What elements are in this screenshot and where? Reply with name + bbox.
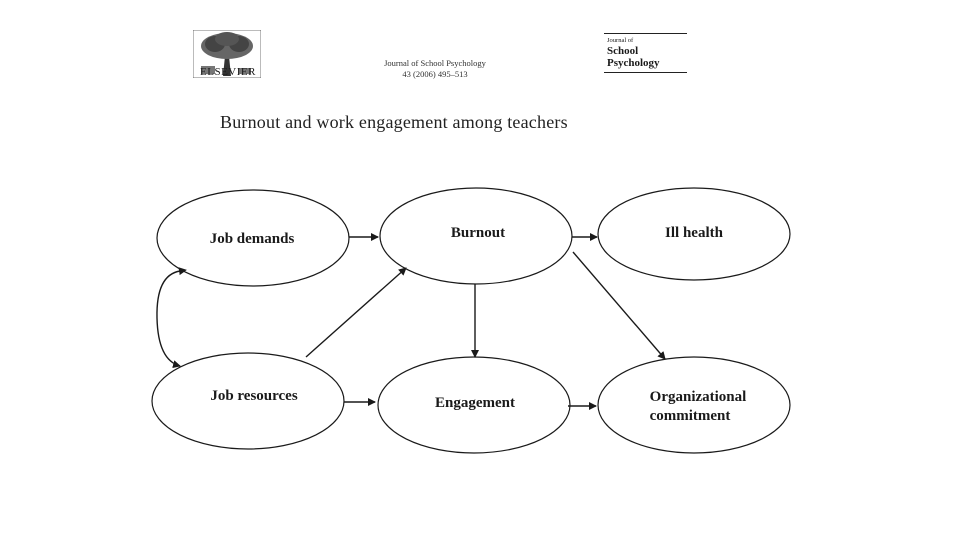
label-job-resources: Job resources bbox=[210, 388, 298, 404]
journal-logo-small: Journal of bbox=[607, 37, 634, 44]
label-org-commitment-2: commitment bbox=[649, 408, 731, 424]
node-org-commitment bbox=[598, 357, 790, 453]
journal-logo-line1: School bbox=[607, 45, 639, 57]
label-org-commitment-1: Organizational bbox=[649, 389, 747, 405]
label-engagement: Engagement bbox=[435, 395, 515, 411]
journal-volume: 43 (2006) 495–513 bbox=[402, 69, 468, 79]
journal-name: Journal of School Psychology bbox=[384, 58, 486, 68]
label-ill-health: Ill health bbox=[665, 225, 723, 241]
arrow-resources-to-burnout bbox=[306, 268, 406, 357]
arrow-burnout-to-commitment bbox=[573, 252, 665, 359]
arrow-demands-resources-correlation bbox=[157, 271, 180, 366]
paper-title: Burnout and work engagement among teachers bbox=[220, 112, 568, 132]
journal-logo-line2: Psychology bbox=[607, 57, 660, 69]
label-burnout: Burnout bbox=[450, 225, 506, 241]
publisher-name: ELSEVIER bbox=[200, 66, 256, 78]
label-job-demands: Job demands bbox=[209, 231, 295, 247]
